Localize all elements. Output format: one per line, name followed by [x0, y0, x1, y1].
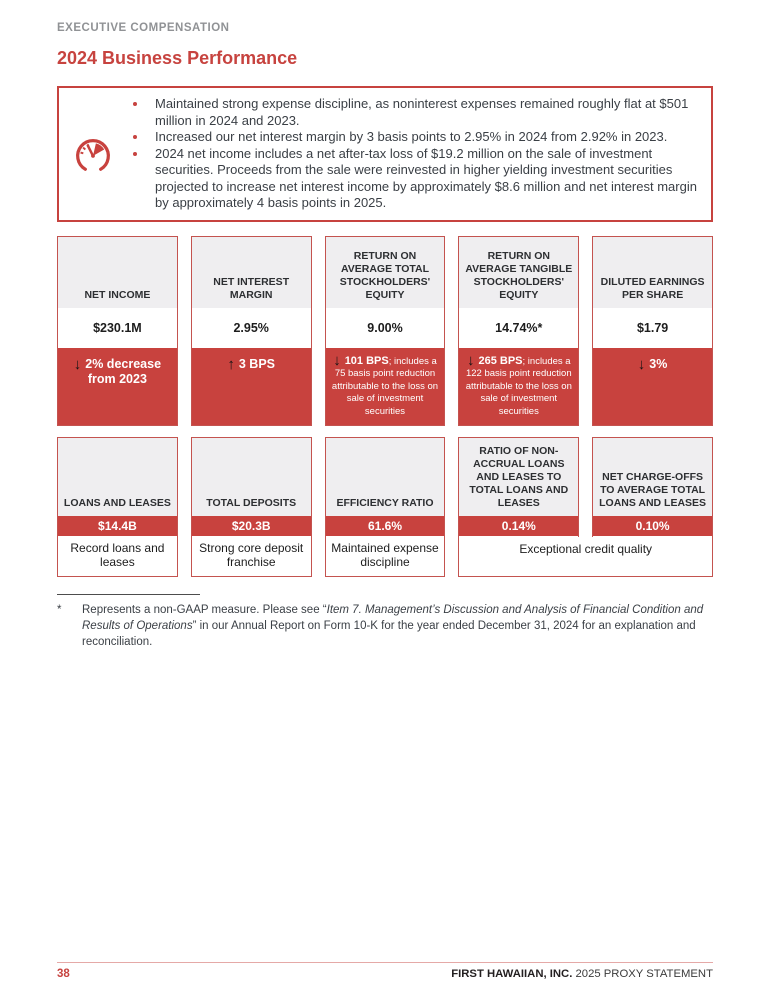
metric-title: RETURN ON AVERAGE TOTAL STOCKHOLDERS' EQUITY	[326, 237, 445, 308]
change-text: 265 BPS	[478, 354, 523, 367]
metric-title: DILUTED EARNINGS PER SHARE	[593, 237, 712, 308]
metric-card-diluted-eps	[592, 236, 713, 426]
down-arrow-icon: ↓	[466, 351, 475, 369]
footnote-divider	[57, 594, 200, 595]
metric-caption: Record loans and leases	[58, 536, 177, 576]
section-eyebrow: EXECUTIVE COMPENSATION	[57, 22, 230, 34]
down-arrow-icon: ↓	[637, 355, 646, 373]
footer-company-name: FIRST HAWAIIAN, INC.	[451, 968, 573, 980]
metrics-row-2	[57, 437, 713, 577]
page-footer	[57, 968, 713, 980]
metric-card-net-interest-margin	[191, 236, 312, 426]
change-text: 3%	[649, 356, 668, 371]
metric-card-return-avg-tangible-equity	[458, 236, 579, 426]
footer-doc-name: 2025 PROXY STATEMENT	[575, 968, 713, 980]
metric-value: 2.95%	[192, 308, 311, 348]
footer-document-label	[451, 968, 713, 980]
change-text: 2% decrease from 2023	[85, 356, 162, 386]
metric-card-net-income	[57, 236, 178, 426]
footnote-text	[82, 602, 713, 650]
metric-caption: Maintained expense discipline	[326, 536, 445, 576]
bullet-icon	[133, 152, 137, 156]
shared-metric-caption: Exceptional credit quality	[458, 537, 713, 577]
metric-value: 0.10%	[593, 516, 712, 536]
footnote-text-suffix: ” in our Annual Report on Form 10-K for the year ended December 31, 2024 for an explanation and reconciliation.	[82, 619, 696, 648]
metric-title: LOANS AND LEASES	[58, 438, 177, 516]
metrics-row-1	[57, 236, 713, 426]
metric-card-efficiency-ratio	[325, 437, 446, 577]
metric-title: TOTAL DEPOSITS	[192, 438, 311, 516]
list-item	[127, 96, 703, 129]
metric-value: 14.74%*	[459, 308, 578, 348]
bullet-icon	[133, 102, 137, 106]
gauge-icon	[67, 131, 119, 177]
metric-value: 0.14%	[459, 516, 578, 536]
list-item	[127, 129, 703, 146]
metric-title: NET CHARGE-OFFS TO AVERAGE TOTAL LOANS AND LEASES	[593, 438, 712, 516]
metric-title: NET INCOME	[58, 237, 177, 308]
metric-value: $1.79	[593, 308, 712, 348]
footnote	[57, 602, 713, 650]
metric-card-net-charge-offs	[592, 437, 713, 537]
metric-card-loans-and-leases	[57, 437, 178, 577]
bullet-text: Maintained strong expense discipline, as noninterest expenses remained roughly flat at $501 million in 2024 and 2023.	[155, 96, 689, 128]
footnote-marker: *	[57, 603, 62, 616]
metric-value: 9.00%	[326, 308, 445, 348]
metric-card-non-accrual-ratio	[458, 437, 579, 537]
bullet-text: 2024 net income includes a net after-tax loss of $19.2 million on the sale of investment securities. Proceeds from the sale were reinvested in higher yielding investment securities projected to increase net interest income by approximately $8.6 million and net interest margin by approximately 4 basis points in 2025.	[155, 145, 697, 210]
metric-title: RATIO OF NON-ACCRUAL LOANS AND LEASES TO TOTAL LOANS AND LEASES	[459, 438, 578, 516]
change-text: 101 BPS	[344, 354, 389, 367]
up-arrow-icon: ↑	[227, 355, 235, 373]
change-text: 3 BPS	[238, 356, 276, 371]
metric-value: $20.3B	[192, 516, 311, 536]
metric-change	[326, 348, 445, 425]
footer-rule	[57, 962, 713, 963]
footnote-italic-reference: Item 7. Management’s Discussion and Analysis of Financial Condition and Results of Operations	[82, 603, 704, 632]
page-title: 2024 Business Performance	[57, 48, 298, 68]
metric-title: EFFICIENCY RATIO	[326, 438, 445, 516]
bullet-icon	[133, 135, 137, 139]
change-detail: ; includes a 122 basis point reduction attributable to the loss on sale of investment securities	[465, 355, 572, 417]
metric-caption: Strong core deposit franchise	[192, 536, 311, 576]
metric-card-return-avg-total-equity	[325, 236, 446, 426]
metric-title: RETURN ON AVERAGE TANGIBLE STOCKHOLDERS' EQUITY	[459, 237, 578, 308]
metric-change	[459, 348, 578, 425]
metric-value: $14.4B	[58, 516, 177, 536]
performance-highlights-box	[57, 86, 713, 222]
highlights-list	[119, 96, 703, 212]
metric-title: NET INTEREST MARGIN	[192, 237, 311, 308]
metric-value: 61.6%	[326, 516, 445, 536]
metric-change	[192, 348, 311, 425]
list-item	[127, 146, 703, 212]
down-arrow-icon: ↓	[333, 351, 341, 369]
credit-quality-card-group	[458, 437, 713, 577]
bullet-text: Increased our net interest margin by 3 basis points to 2.95% in 2024 from 2.92% in 2023.	[155, 129, 668, 144]
metric-value: $230.1M	[58, 308, 177, 348]
page-number: 38	[57, 968, 70, 980]
metric-change	[593, 348, 712, 425]
footnote-text-prefix: Represents a non-GAAP measure. Please see “	[82, 603, 327, 616]
metric-card-total-deposits	[191, 437, 312, 577]
down-arrow-icon: ↓	[73, 355, 82, 373]
change-detail: ; includes a 75 basis point reduction attributable to the loss on sale of investment securities	[331, 355, 439, 417]
metric-change	[58, 348, 177, 425]
